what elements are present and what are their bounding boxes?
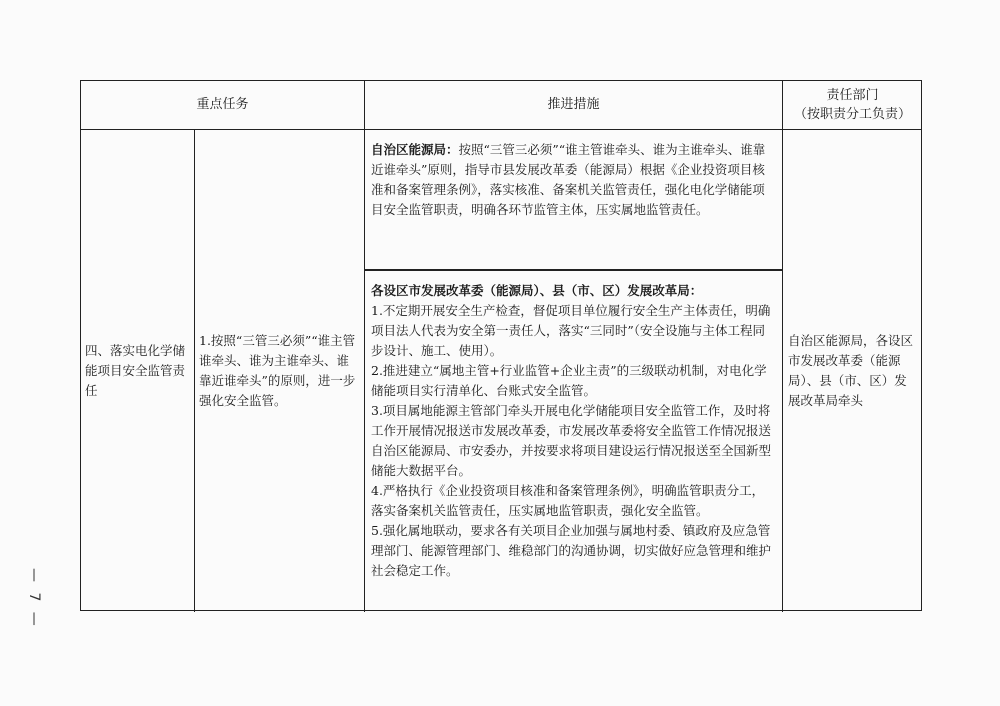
header-dept-note: （按职责分工负责） xyxy=(793,107,911,122)
measure-block-regional xyxy=(365,130,783,270)
measure-item: 1.不定期开展安全生产检查，督促项目单位履行安全生产主体责任，明确项目法人代表为安全第一责任人，落实“三同时”（安全设施与主体工程同步设计、施工、使用）。 xyxy=(371,303,771,358)
header-responsible-dept xyxy=(783,81,922,130)
header-key-task: 重点任务 xyxy=(81,81,365,130)
measure-lead: 自治区能源局： xyxy=(371,142,459,157)
measure-paragraph xyxy=(371,140,776,220)
header-dept-title: 责任部门 xyxy=(826,88,879,103)
page-number: — 7 — xyxy=(26,568,42,629)
responsible-dept-cell: 自治区能源局，各设区市发展改革委（能源局）、县（市、区）发展改革局牵头 xyxy=(788,333,914,408)
measure-item: 3.项目属地能源主管部门牵头开展电化学储能项目安全监管工作，及时将工作开展情况报送市发展改革委，市发展改革委将安全监管工作情况报送自治区能源局、市安委办，并按要求将项目建设运行情况报送至全国新型储能大数据平台。 xyxy=(371,403,772,478)
measure-item: 2.推进建立“属地主管+行业监管+企业主责”的三级联动机制，对电化学储能项目实行清单化、台账式安全监管。 xyxy=(371,363,767,398)
measure-block-municipal xyxy=(365,270,783,612)
measure-lead: 各设区市发展改革委（能源局）、县（市、区）发展改革局： xyxy=(371,283,703,298)
measure-text: 按照“三管三必须”“谁主管谁牵头、谁为主谁牵头、谁靠近谁牵头”原则，指导市县发展改革委（能源局）根据《企业投资项目核准和备案管理条例》，落实核准、备案机关监管责任，强化电化学储能项目安全监管职责，明确各环节监管主体，压实属地监管责任。 xyxy=(371,142,766,217)
header-measures: 推进措施 xyxy=(365,81,783,130)
task-table xyxy=(80,80,922,611)
measure-item: 4.严格执行《企业投资项目核准和备案管理条例》，明确监管职责分工，落实备案机关监管责任，压实属地监管职责，强化安全监管。 xyxy=(371,483,765,518)
measure-item: 5.强化属地联动，要求各有关项目企业加强与属地村委、镇政府及应急管理部门、能源管理部门、维稳部门的沟通协调，切实做好应急管理和维护社会稳定工作。 xyxy=(371,523,772,578)
subtask-cell: 1.按照“三管三必须”“谁主管谁牵头、谁为主谁牵头、谁靠近谁牵头”的原则，进一步强化安全监管。 xyxy=(195,130,365,612)
task-cell: 四、落实电化学储能项目安全监管责任 xyxy=(81,130,195,612)
